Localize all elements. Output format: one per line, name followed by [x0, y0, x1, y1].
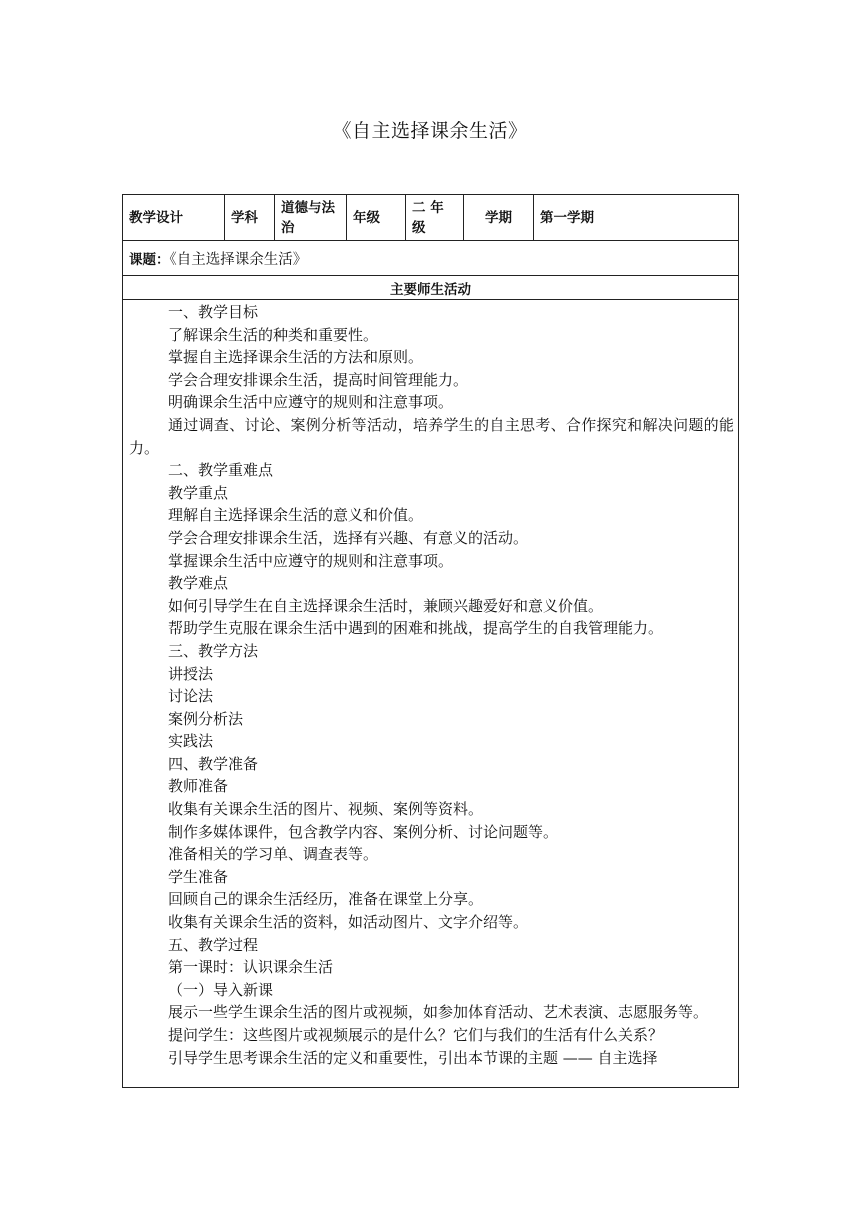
content-line: 收集有关课余生活的图片、视频、案例等资料。	[168, 800, 484, 819]
content-line: 教学重点	[168, 483, 229, 502]
content-line: 三、教学方法	[168, 641, 259, 660]
content-line: 教师准备	[168, 777, 229, 796]
content-line: 五、教学过程	[168, 935, 259, 954]
topic-cell	[123, 241, 739, 276]
header-cell-grade-value: 二 年级	[406, 195, 464, 241]
header-cell-design: 教学设计	[123, 195, 225, 241]
content-line: 通过调查、讨论、案例分析等活动，培养学生的自主思考、合作探究和解决问题的能力。	[129, 415, 734, 457]
topic-row	[123, 241, 739, 276]
content-body	[129, 301, 734, 1069]
header-cell-term-value: 第一学期	[534, 195, 739, 241]
content-line: 实践法	[168, 732, 214, 751]
content-line: 学会合理安排课余生活，选择有兴趣、有意义的活动。	[168, 528, 529, 547]
content-line: 二、教学重难点	[168, 461, 274, 480]
content-line: 四、教学准备	[168, 754, 259, 773]
content-line: 学生准备	[168, 867, 229, 886]
content-line: 展示一些学生课余生活的图片或视频，如参加体育活动、艺术表演、志愿服务等。	[168, 1003, 709, 1022]
content-line: 理解自主选择课余生活的意义和价值。	[168, 506, 424, 525]
content-line: 回顾自己的课余生活经历，准备在课堂上分享。	[168, 890, 484, 909]
topic-label: 课题：	[129, 251, 170, 268]
content-line: 讲授法	[168, 664, 214, 683]
lesson-plan-table	[122, 194, 739, 1088]
content-line: 明确课余生活中应遵守的规则和注意事项。	[168, 393, 454, 412]
content-line: 收集有关课余生活的资料，如活动图片、文字介绍等。	[168, 913, 529, 932]
content-line: 一、教学目标	[168, 303, 259, 321]
document-title: 《自主选择课余生活》	[332, 120, 528, 142]
header-cell-grade-label: 年级	[347, 195, 406, 241]
content-line: 学会合理安排课余生活，提高时间管理能力。	[168, 370, 469, 389]
main-activity-header: 主要师生活动	[123, 276, 739, 300]
content-line: 掌握课余生活中应遵守的规则和注意事项。	[168, 551, 454, 570]
content-line: 帮助学生克服在课余生活中遇到的困难和挑战，提高学生的自我管理能力。	[168, 619, 664, 638]
header-cell-term-label: 学期	[464, 195, 534, 241]
content-cell	[123, 300, 739, 1088]
topic-value: 《自主选择课余生活》	[169, 251, 308, 268]
content-line: 引导学生思考课余生活的定义和重要性，引出本节课的主题 —— 自主选择	[168, 1048, 658, 1067]
content-line: 第一课时：认识课余生活	[168, 958, 334, 977]
content-line: 掌握自主选择课余生活的方法和原则。	[168, 348, 424, 367]
header-row	[123, 195, 739, 241]
content-line: 了解课余生活的种类和重要性。	[168, 325, 379, 344]
header-cell-subject-label: 学科	[225, 195, 275, 241]
content-row	[123, 300, 739, 1088]
content-line: 讨论法	[168, 687, 214, 706]
content-line: 案例分析法	[168, 709, 244, 728]
main-activity-header-row	[123, 276, 739, 300]
content-line: 提问学生：这些图片或视频展示的是什么？它们与我们的生活有什么关系？	[168, 1026, 664, 1044]
content-line: （一）导入新课	[168, 980, 274, 999]
header-cell-subject-value: 道德与法治	[275, 195, 347, 241]
content-line: 教学难点	[168, 574, 229, 593]
content-line: 准备相关的学习单、调查表等。	[168, 845, 379, 864]
content-line: 制作多媒体课件，包含教学内容、案例分析、讨论问题等。	[168, 822, 559, 841]
content-line: 如何引导学生在自主选择课余生活时，兼顾兴趣爱好和意义价值。	[168, 596, 604, 615]
